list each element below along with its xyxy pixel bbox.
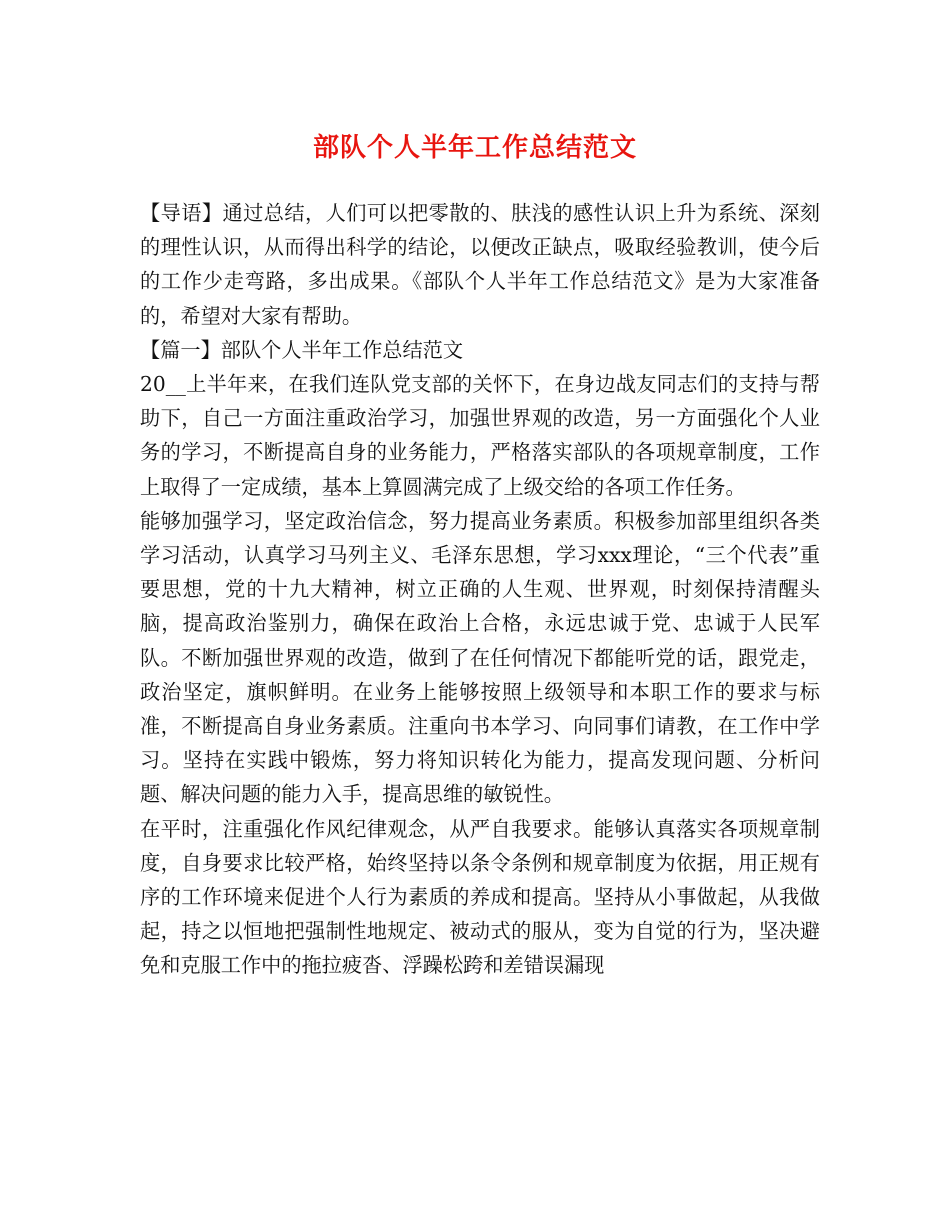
document-body xyxy=(140,196,820,983)
document-title: 部队个人半年工作总结范文 xyxy=(312,133,637,163)
body-paragraph: 在平时，注重强化作风纪律观念，从严自我要求。能够认真落实各项规章制度，自身要求比较严格，始终坚持以条令条例和规章制度为依据，用正规有序的工作环境来促进个人行为素质的养成和提高。坚持从小事做起，从我做起，持之以恒地把强制性地规定、被动式的服从，变为自觉的行为，坚决避免和克服工作中的拖拉疲沓、浮躁松跨和差错误漏现 xyxy=(140,816,820,978)
body-paragraph: 20__上半年来，在我们连队党支部的关怀下，在身边战友同志们的支持与帮助下，自己一方面注重政治学习，加强世界观的改造，另一方面强化个人业务的学习，不断提高自身的业务能力，严格落实部队的各项规章制度，工作上取得了一定成绩，基本上算圆满完成了上级交给的各项工作任务。 xyxy=(140,372,820,499)
body-paragraph: 能够加强学习，坚定政治信念，努力提高业务素质。积极参加部里组织各类学习活动，认真学习马列主义、毛泽东思想，学习xxx理论，“三个代表”重要思想，党的十九大精神，树立正确的人生观、世界观，时刻保持清醒头脑，提高政治鉴别力，确保在政治上合格，永远忠诚于党、忠诚于人民军队。不断加强世界观的改造，做到了在任何情况下都能听党的话，跟党走，政治坚定，旗帜鲜明。在业务上能够按照上级领导和本职工作的要求与标准，不断提高自身业务素质。注重向书本学习、向同事们请教，在工作中学习。坚持在实践中锻炼，努力将知识转化为能力，提高发现问题、分析问题、解决问题的能力入手，提高思维的敏锐性。 xyxy=(140,508,820,807)
section-heading: 【篇一】部队个人半年工作总结范文 xyxy=(140,337,464,362)
intro-paragraph: 【导语】通过总结，人们可以把零散的、肤浅的感性认识上升为系统、深刻的理性认识，从而得出科学的结论，以便改正缺点，吸取经验教训，使今后的工作少走弯路，多出成果。《部队个人半年工作总结范文》是为大家准备的，希望对大家有帮助。 xyxy=(140,201,820,328)
